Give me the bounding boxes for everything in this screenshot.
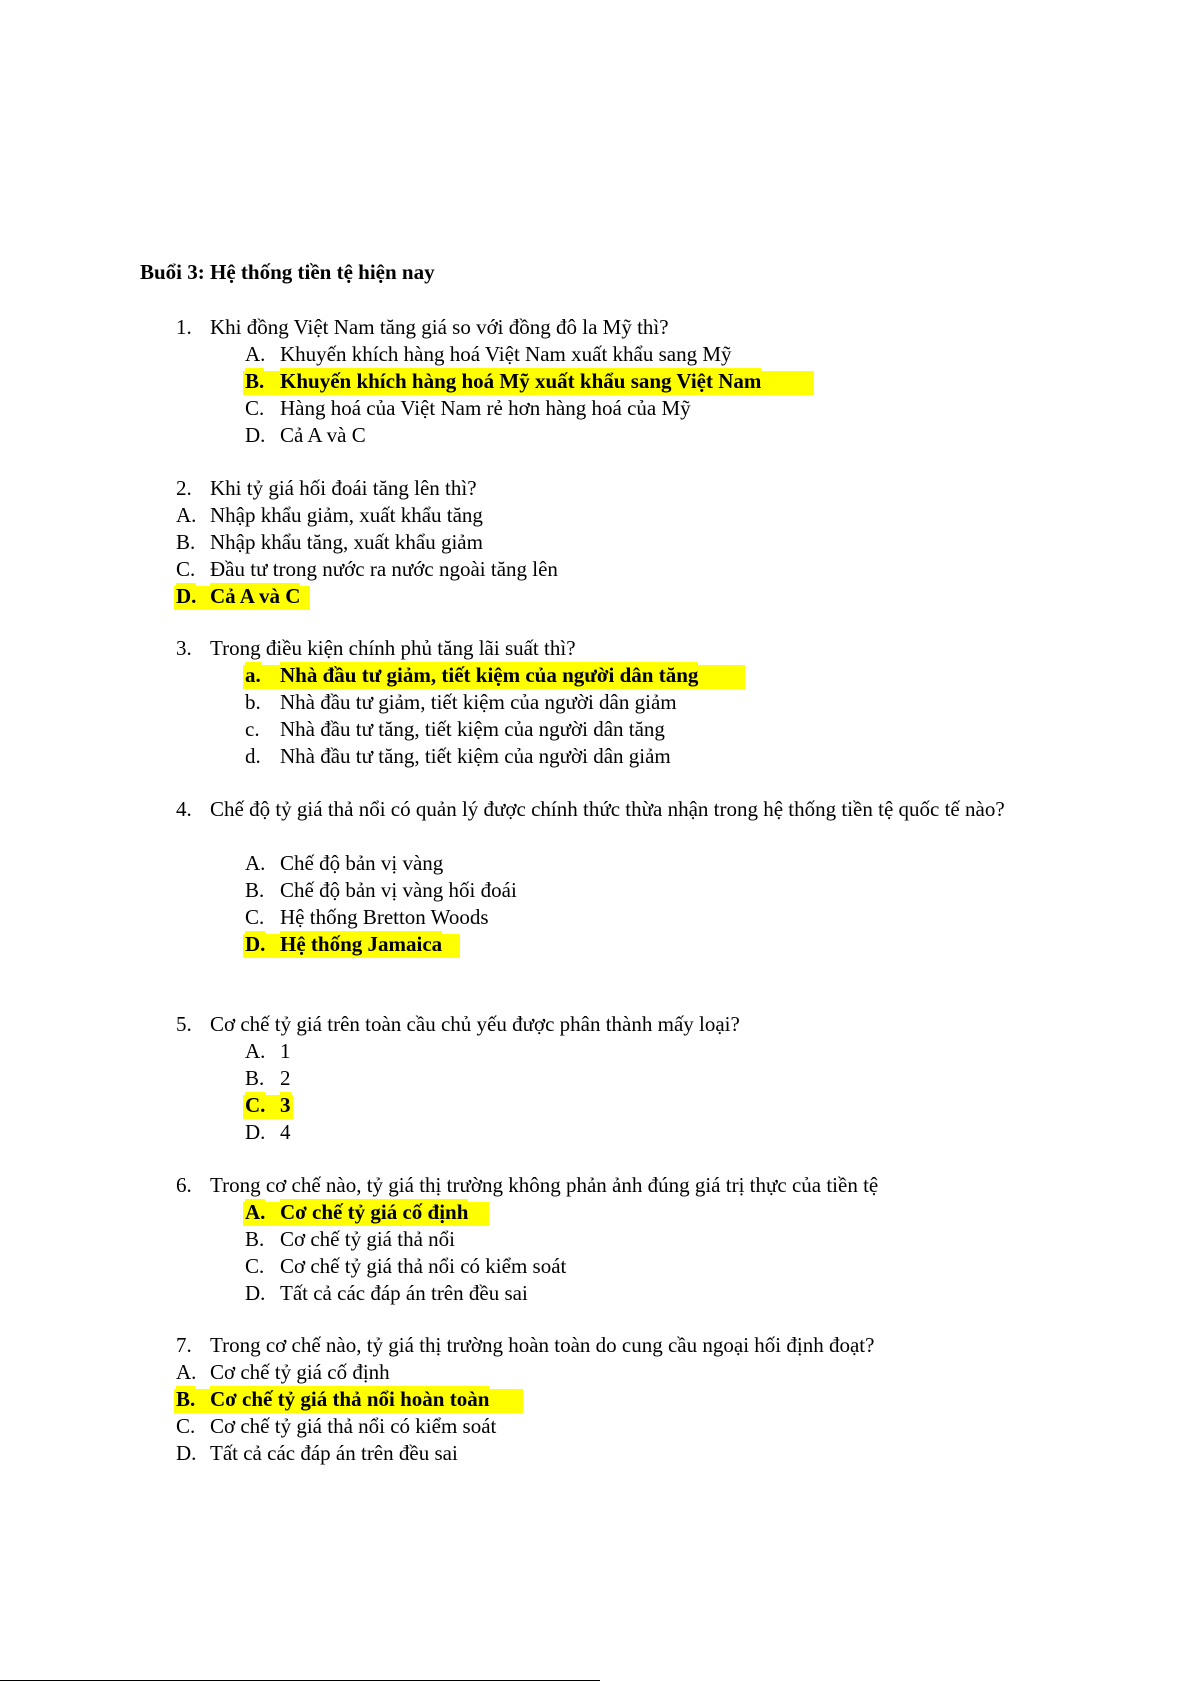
option-text: Tất cả các đáp án trên đều sai (280, 1281, 528, 1305)
option-label: A. (245, 851, 266, 875)
option-text: Chế độ bản vị vàng hối đoái (280, 878, 517, 902)
question-4 (0, 796, 1191, 958)
option-text: Hàng hoá của Việt Nam rẻ hơn hàng hoá của Mỹ (280, 396, 691, 420)
option-text: 2 (280, 1066, 291, 1090)
answer-option-correct[interactable] (0, 583, 1191, 610)
answer-option[interactable] (0, 1253, 1191, 1280)
question-6 (0, 1172, 1191, 1307)
option-label: C. (245, 396, 265, 420)
option-label: B. (176, 530, 196, 554)
option-text: Cơ chế tỷ giá cố định (210, 1360, 390, 1384)
question-5 (0, 1011, 1191, 1146)
option-label: b. (245, 690, 261, 714)
question-number: 7. (176, 1333, 192, 1357)
option-label: c. (245, 717, 260, 741)
option-label: A. (245, 1039, 266, 1063)
option-label: D. (245, 932, 266, 956)
option-label: D. (176, 1441, 197, 1465)
question-3 (0, 635, 1191, 770)
option-text: 4 (280, 1120, 291, 1144)
answer-option[interactable] (0, 1226, 1191, 1253)
option-text: Đầu tư trong nước ra nước ngoài tăng lên (210, 557, 558, 581)
answer-option-correct[interactable] (0, 1092, 1191, 1119)
question-number: 4. (176, 797, 192, 821)
question-number: 2. (176, 476, 192, 500)
answer-option[interactable] (0, 529, 1191, 556)
question-7 (0, 1332, 1191, 1467)
option-label: A. (245, 1200, 266, 1224)
option-text: Khuyến khích hàng hoá Việt Nam xuất khẩu sang Mỹ (280, 342, 732, 366)
option-label: d. (245, 744, 261, 768)
footer-divider (0, 1680, 600, 1681)
option-text: Nhà đầu tư giảm, tiết kiệm của người dân giảm (280, 690, 677, 714)
option-label: D. (245, 1281, 266, 1305)
question-2 (0, 475, 1191, 610)
answer-option[interactable] (0, 1280, 1191, 1307)
answer-option-correct[interactable] (0, 1386, 1191, 1413)
option-label: A. (176, 1360, 197, 1384)
question-1 (0, 314, 1191, 449)
option-text: Nhà đầu tư tăng, tiết kiệm của người dân tăng (280, 717, 665, 741)
option-text: Cơ chế tỷ giá thả nổi (280, 1227, 455, 1251)
option-label: B. (176, 1387, 196, 1411)
option-label: a. (245, 663, 261, 687)
answer-option[interactable] (0, 743, 1191, 770)
option-label: C. (245, 905, 265, 929)
answer-option[interactable] (0, 556, 1191, 583)
option-label: D. (176, 584, 197, 608)
option-text: Nhập khẩu giảm, xuất khẩu tăng (210, 503, 483, 527)
answer-option[interactable] (0, 341, 1191, 368)
option-label: C. (245, 1093, 266, 1117)
option-label: B. (245, 369, 265, 393)
option-text: 3 (280, 1093, 291, 1117)
option-text: Nhà đầu tư tăng, tiết kiệm của người dân giảm (280, 744, 671, 768)
option-label: B. (245, 878, 265, 902)
question-text: Trong cơ chế nào, tỷ giá thị trường hoàn toàn do cung cầu ngoại hối định đoạt? (210, 1333, 875, 1357)
option-text: Hệ thống Bretton Woods (280, 905, 489, 929)
option-text: Cơ chế tỷ giá thả nổi hoàn toàn (210, 1387, 490, 1411)
answer-option[interactable] (0, 1440, 1191, 1467)
answer-option[interactable] (0, 689, 1191, 716)
option-text: Cả A và C (280, 423, 366, 447)
answer-option[interactable] (0, 850, 1191, 877)
question-text: Trong cơ chế nào, tỷ giá thị trường không phản ảnh đúng giá trị thực của tiền tệ (210, 1173, 879, 1197)
option-text: Nhà đầu tư giảm, tiết kiệm của người dân tăng (280, 663, 699, 687)
answer-option[interactable] (0, 1065, 1191, 1092)
answer-option-correct[interactable] (0, 931, 1191, 958)
option-label: B. (245, 1227, 265, 1251)
answer-option-correct[interactable] (0, 1199, 1191, 1226)
question-text: Cơ chế tỷ giá trên toàn cầu chủ yếu được phân thành mấy loại? (210, 1012, 740, 1036)
option-label: C. (176, 557, 196, 581)
question-number: 1. (176, 315, 192, 339)
option-text: Hệ thống Jamaica (280, 932, 443, 956)
question-number: 3. (176, 636, 192, 660)
option-text: Cơ chế tỷ giá cố định (280, 1200, 469, 1224)
option-text: Khuyến khích hàng hoá Mỹ xuất khẩu sang Việt Nam (280, 369, 762, 393)
option-label: D. (245, 1120, 266, 1144)
option-label: A. (176, 503, 197, 527)
option-text: Tất cả các đáp án trên đều sai (210, 1441, 458, 1465)
option-label: A. (245, 342, 266, 366)
option-text: Nhập khẩu tăng, xuất khẩu giảm (210, 530, 483, 554)
option-text: Chế độ bản vị vàng (280, 851, 444, 875)
answer-option-correct[interactable] (0, 662, 1191, 689)
answer-option[interactable] (0, 1038, 1191, 1065)
question-text: Trong điều kiện chính phủ tăng lãi suất thì? (210, 636, 576, 660)
answer-option-correct[interactable] (0, 368, 1191, 395)
option-text: Cơ chế tỷ giá thả nổi có kiểm soát (280, 1254, 567, 1278)
answer-option[interactable] (0, 1413, 1191, 1440)
page-title: Buổi 3: Hệ thống tiền tệ hiện nay (140, 260, 435, 284)
answer-option[interactable] (0, 716, 1191, 743)
question-number: 5. (176, 1012, 192, 1036)
option-label: C. (245, 1254, 265, 1278)
answer-option[interactable] (0, 877, 1191, 904)
question-text: Chế độ tỷ giá thả nổi có quản lý được chính thức thừa nhận trong hệ thống tiền tệ quốc tế nào? (210, 797, 1005, 821)
option-text: Cả A và C (210, 584, 301, 608)
answer-option[interactable] (0, 502, 1191, 529)
option-text: 1 (280, 1039, 291, 1063)
question-text: Khi tỷ giá hối đoái tăng lên thì? (210, 476, 477, 500)
answer-option[interactable] (0, 904, 1191, 931)
question-number: 6. (176, 1173, 192, 1197)
answer-option[interactable] (0, 395, 1191, 422)
answer-option[interactable] (0, 1359, 1191, 1386)
question-text: Khi đồng Việt Nam tăng giá so với đồng đô la Mỹ thì? (210, 315, 669, 339)
option-label: C. (176, 1414, 196, 1438)
answer-option[interactable] (0, 1119, 1191, 1146)
answer-option[interactable] (0, 422, 1191, 449)
option-label: D. (245, 423, 266, 447)
option-label: B. (245, 1066, 265, 1090)
option-text: Cơ chế tỷ giá thả nổi có kiểm soát (210, 1414, 497, 1438)
